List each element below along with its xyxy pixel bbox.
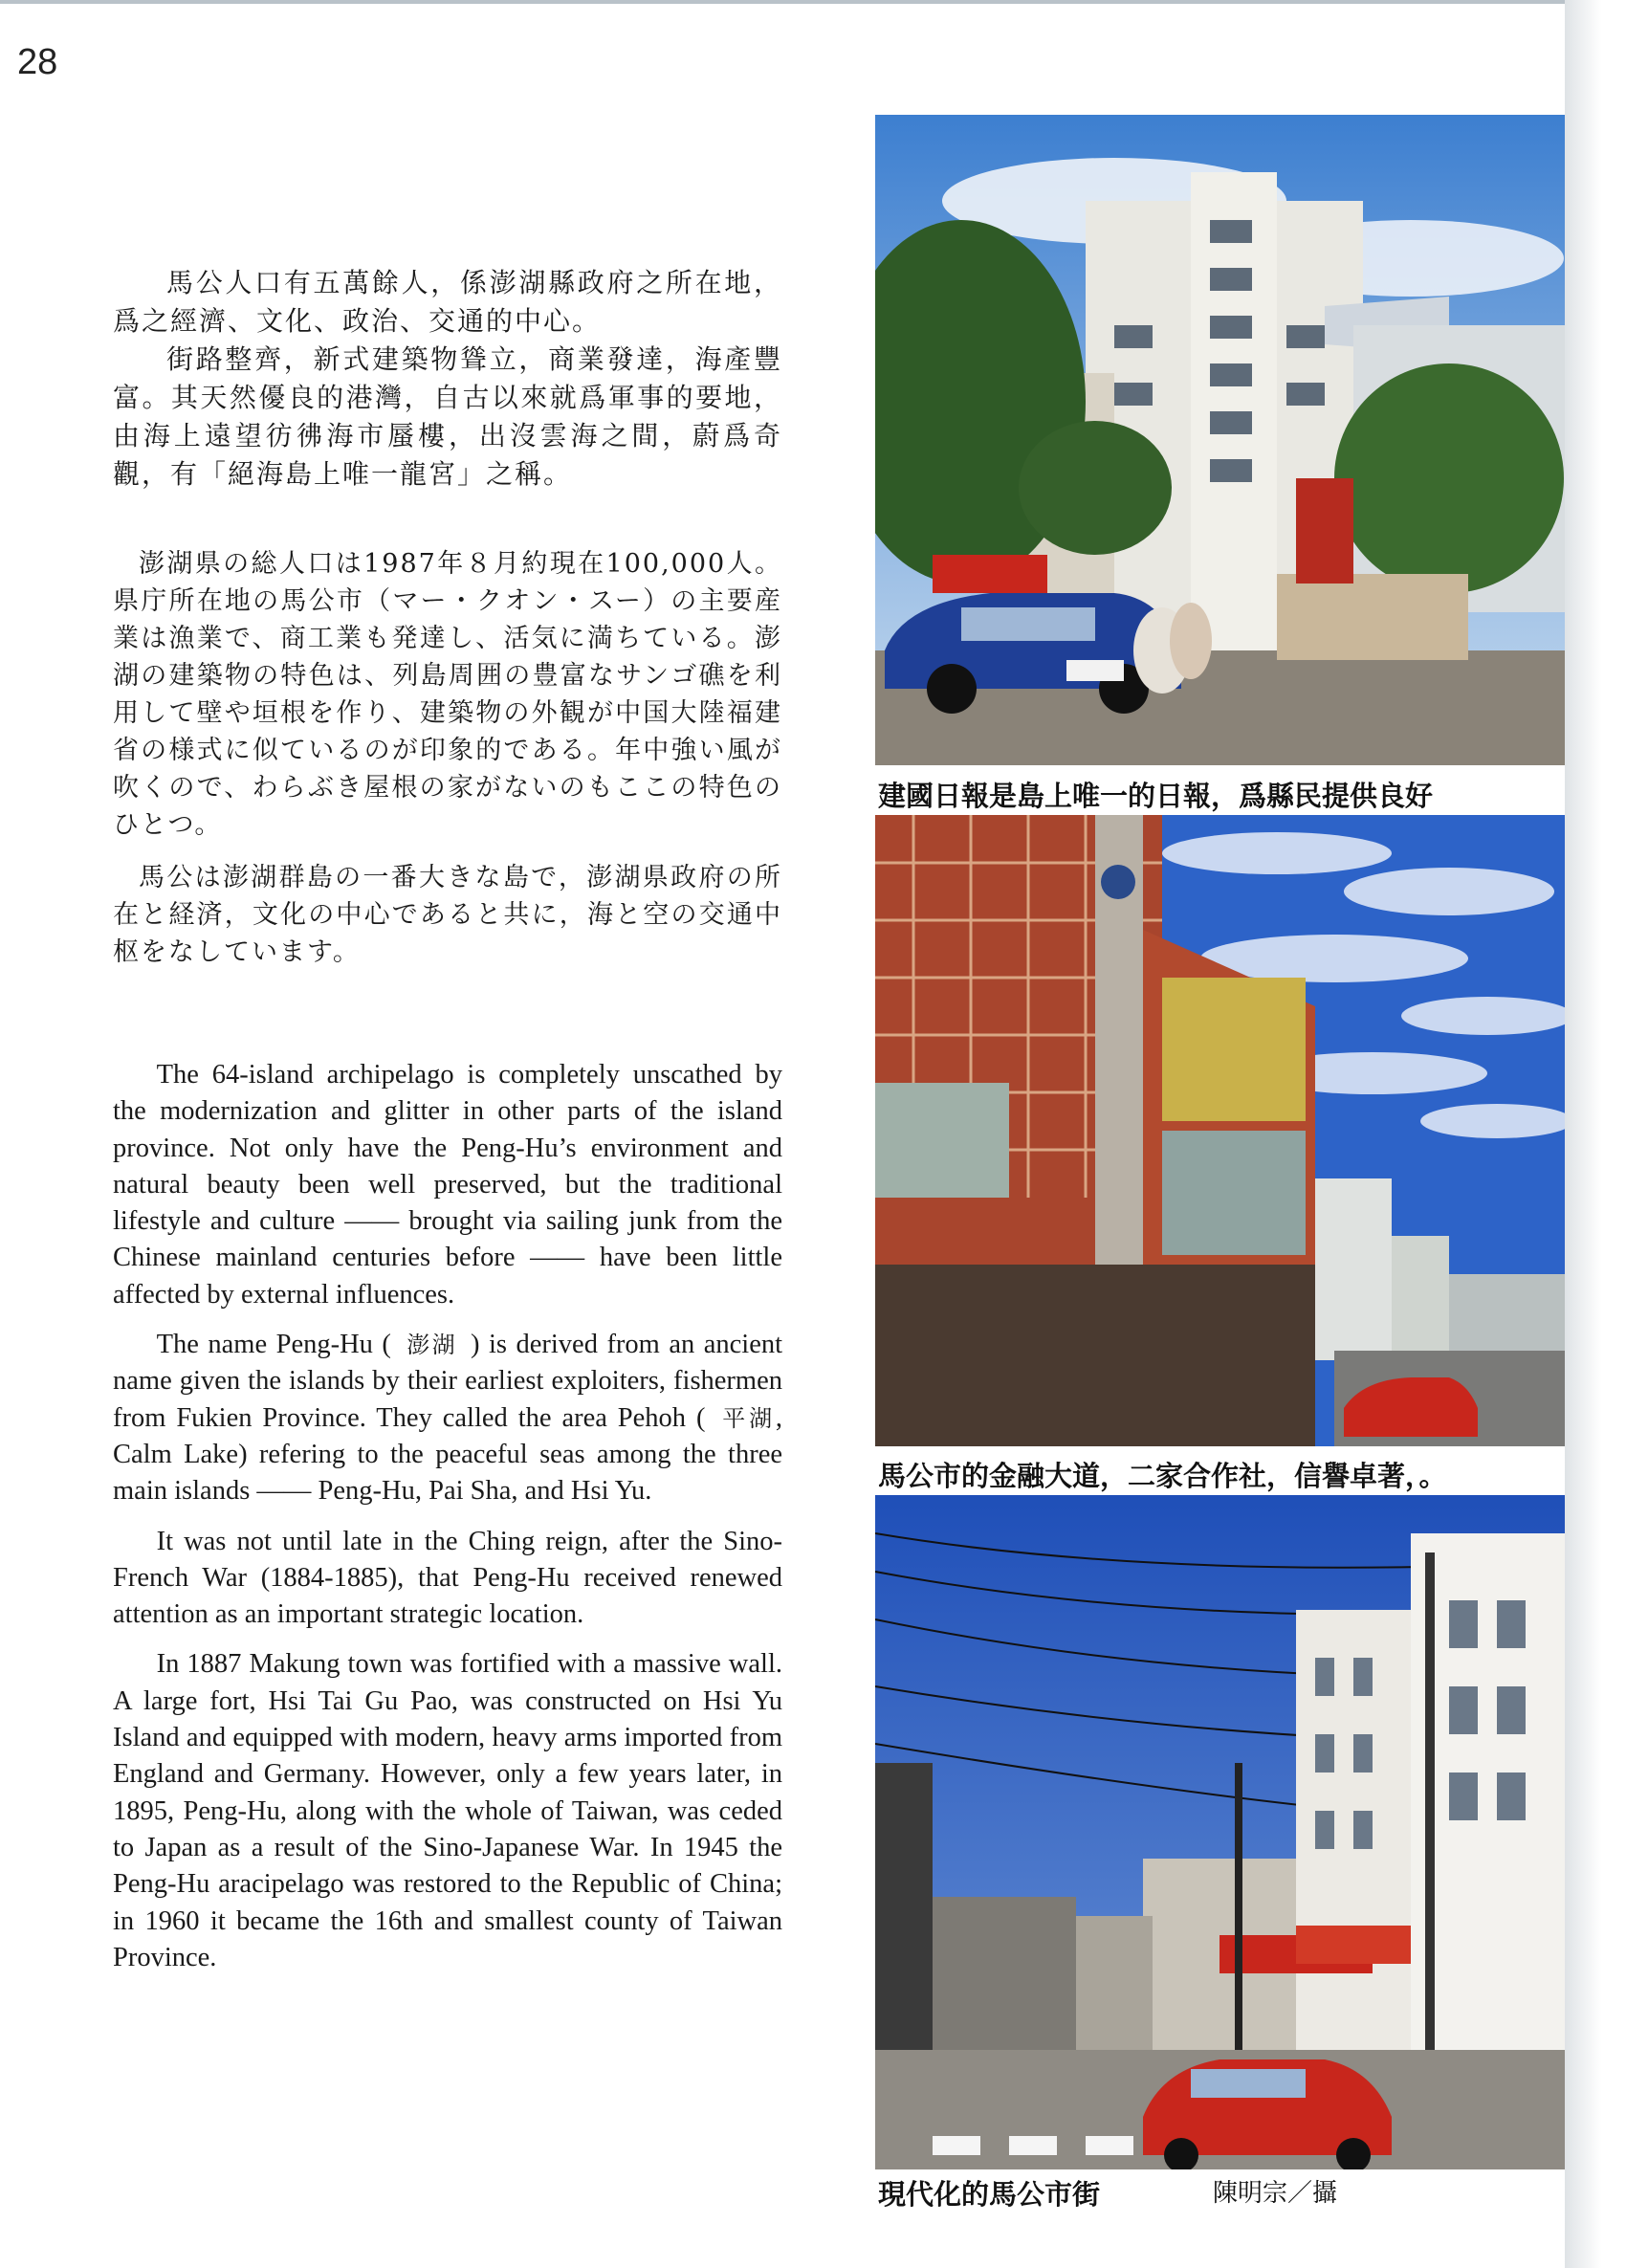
chinese-paragraph: 街路整齊，新式建築物聳立，商業發達，海產豐富。其天然優良的港灣，自古以來就爲軍事的要地，由海上遠望彷彿海市蜃樓，出沒雲海之間，蔚爲奇觀，有「絕海島上唯一龍宮」之稱。 — [113, 343, 782, 490]
chinese-term: 澎湖 — [404, 1332, 458, 1359]
chinese-paragraph: 馬公人口有五萬餘人，係澎湖縣政府之所在地，爲之經濟、文化、政治、交通的中心。 — [113, 267, 782, 337]
english-paragraph — [113, 1327, 782, 1509]
chinese-term: 平湖 — [718, 1404, 776, 1432]
english-text: ) is derived from an ancient name given the islands by their earliest exploiters, fishermen from Fukien Province. They called the area Pehoh ( — [113, 1330, 783, 1433]
english-paragraph: The 64-island archipelago is completely unscathed by the modernization and glitter in other parts of the island province. Not only have the Peng-Hu’s environment and natural beauty been well preserved, but the traditional lifestyle and culture —— brought via sailing junk from the Chinese mainland centuries before —— have been little affected by external influences. — [113, 1060, 782, 1310]
photo-financial-avenue — [875, 815, 1565, 1446]
english-text: , Calm Lake) refering to the peaceful seas among the three main islands —— Peng-Hu, Pai Sha, and Hsi Yu. — [113, 1402, 782, 1507]
photo-modern-street — [875, 1495, 1565, 2169]
japanese-text-block — [113, 545, 782, 971]
japanese-paragraph: 馬公は澎湖群島の一番大きな島で，澎湖県政府の所在と経済，文化の中心であると共に，海と空の交通中枢をなしています。 — [113, 863, 782, 967]
chinese-text-block — [113, 264, 782, 494]
photo-credit: 陳明宗／攝 — [1213, 2179, 1338, 2208]
photo-caption: 馬公市的金融大道，二家合作社，信譽卓著，。 — [878, 1460, 1447, 1492]
photo-caption: 現代化的馬公市街 — [878, 2178, 1101, 2211]
english-text-block — [113, 1057, 782, 1990]
japanese-paragraph: 澎湖県の総人口は1987年８月約現在100,000人。県庁所在地の馬公市（マー・クオン・スー）の主要産業は漁業で、商工業も発達し、活気に満ちている。澎湖の建築物の特色は、列島周囲の豊富なサンゴ礁を利用して壁や垣根を作り、建築物の外観が中国大陸福建省の様式に似ているのが印象的である。年中強い風が吹くので、わらぶき屋根の家がないのもここの特色のひとつ。 — [113, 549, 782, 840]
english-paragraph: It was not until late in the Ching reign, after the Sino-French War (1884-1885), that Peng-Hu received renewed attention as an important strategic location. — [113, 1526, 782, 1630]
top-rule — [0, 0, 1626, 4]
english-paragraph: In 1887 Makung town was fortified with a massive wall. A large fort, Hsi Tai Gu Pao, was constructed on Hsi Yu Island and equipped with modern, heavy arms imported from England and Germany. However, only a few years later, in 1895, Peng-Hu, along with the whole of Taiwan, was ceded to Japan as a result of the Sino-Japanese War. In 1945 the Peng-Hu aracipelago was restored to the Republic of China; in 1960 it became the 16th and smallest county of Taiwan Province. — [113, 1649, 782, 1972]
page-number: 28 — [17, 42, 58, 82]
photo-newspaper-building — [875, 115, 1565, 765]
photo-caption: 建國日報是島上唯一的日報，爲縣民提供良好 — [878, 780, 1434, 812]
english-text: The name Peng-Hu ( — [156, 1330, 391, 1360]
page-edge-shadow — [1565, 0, 1626, 2268]
